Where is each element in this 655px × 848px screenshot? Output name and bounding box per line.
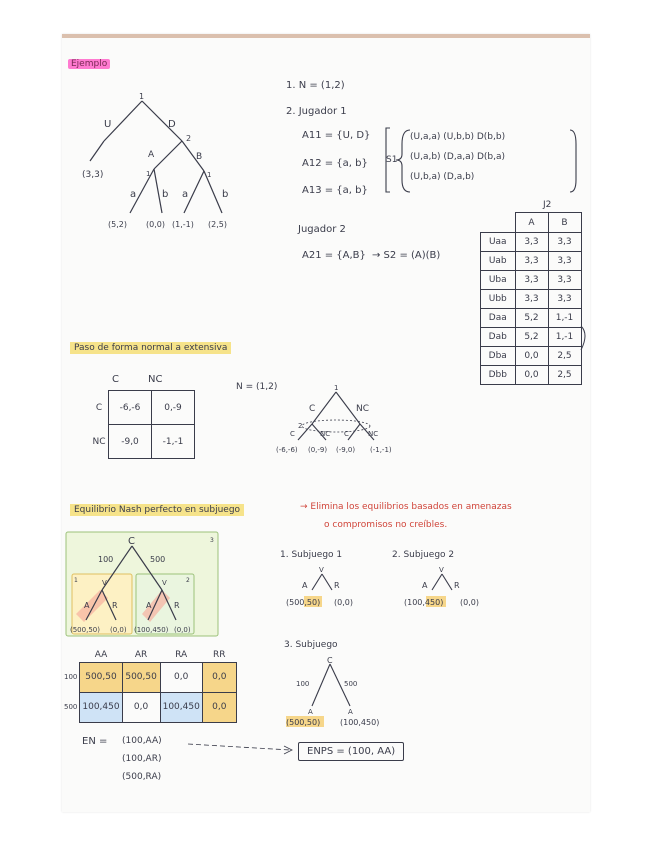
- node-p2: 2: [298, 422, 303, 430]
- note-line-2: o compromisos no creíbles.: [324, 520, 448, 530]
- row-label: Dba: [481, 347, 516, 366]
- label-rb: b: [222, 189, 229, 200]
- cell: 5,2: [515, 309, 548, 328]
- label-lb: b: [162, 189, 169, 200]
- s1-row-3: (U,b,a) (D,a,b): [410, 172, 475, 182]
- node-v2: V: [162, 579, 167, 587]
- cell: 0,-9: [152, 391, 195, 425]
- j2-label: J2: [543, 200, 552, 210]
- enps-box: ENPS = (100, AA): [298, 742, 404, 761]
- cell: 0,0: [160, 662, 202, 692]
- payoff-3: (1,-1): [172, 220, 194, 229]
- jugador2-title: Jugador 2: [298, 224, 346, 235]
- label-a2: A: [348, 708, 353, 716]
- cell: 3,3: [548, 252, 581, 271]
- label-500: 500: [344, 680, 358, 688]
- page-top-edge: [62, 34, 590, 38]
- cell: 100,450: [80, 692, 122, 722]
- label-ra: a: [182, 189, 189, 200]
- n-line-1: 1. N = (1,2): [286, 80, 345, 91]
- payoff-2: (0,0): [110, 626, 127, 634]
- col-rr: RR: [213, 649, 226, 660]
- row-label: Dbb: [481, 366, 516, 385]
- payoff-a: (500,50): [286, 598, 321, 607]
- branch-lb: [154, 169, 162, 213]
- col-ar: AR: [134, 649, 148, 660]
- n-line-2: N = (1,2): [236, 382, 278, 392]
- label-rnc: NC: [368, 430, 379, 438]
- subgame-1-tree: [284, 564, 374, 614]
- sub3-title: 3. Subjuego: [284, 640, 338, 650]
- payoff-r: (0,0): [334, 598, 353, 607]
- branch-u-tail: [90, 141, 104, 161]
- label-u: U: [104, 119, 112, 130]
- a13: A13 = {a, b}: [302, 185, 368, 196]
- en-item-3: (500,RA): [122, 772, 162, 782]
- col-aa: AA: [94, 649, 108, 660]
- payoff-3: (100,450): [134, 626, 169, 634]
- jugador1-title: 2. Jugador 1: [286, 106, 347, 117]
- label-rc: C: [344, 430, 349, 438]
- cell: -6,-6: [109, 391, 152, 425]
- label-lnc: NC: [320, 430, 331, 438]
- label-nc: NC: [356, 404, 370, 414]
- node-c: C: [327, 656, 333, 665]
- info-set: [302, 420, 370, 432]
- s1-row-1: (U,a,a) (U,b,b) D(b,b): [410, 132, 506, 142]
- branch-d: [142, 101, 182, 141]
- payoff-1: (500,50): [70, 626, 100, 634]
- s1-label: S1: [386, 155, 398, 165]
- cell: 0,0: [202, 662, 236, 692]
- label-a2: A: [146, 601, 152, 610]
- cell: 3,3: [515, 252, 548, 271]
- payoff-u: (3,3): [82, 170, 104, 180]
- node-p1: 1: [139, 92, 145, 101]
- strategy-matrix: [480, 212, 582, 385]
- row-label: Uab: [481, 252, 516, 271]
- payoff-4: (2,5): [208, 220, 227, 229]
- label-500: 500: [150, 555, 166, 564]
- subgame-2-tree: [402, 564, 502, 614]
- node-p2: 2: [186, 134, 192, 143]
- sub2-title: 2. Subjuego 2: [392, 550, 455, 560]
- payoff-3: (-9,0): [336, 446, 356, 454]
- col-c: C: [112, 374, 119, 385]
- label-r: R: [334, 581, 340, 590]
- cell: 3,3: [548, 271, 581, 290]
- cell: 5,2: [515, 328, 548, 347]
- label-a: A: [302, 581, 308, 590]
- en-label: EN =: [82, 736, 108, 747]
- label-r2: R: [174, 601, 180, 610]
- en-item-2: (100,AR): [122, 754, 162, 764]
- s1-row-2: (U,a,b) (D,a,a) D(b,a): [410, 152, 506, 162]
- row-label: Dab: [481, 328, 516, 347]
- cell: 3,3: [515, 271, 548, 290]
- node-c: C: [128, 536, 135, 547]
- a12: A12 = {a, b}: [302, 158, 368, 169]
- row-500: 500: [64, 703, 78, 711]
- cell: 500,50: [80, 662, 122, 692]
- label-b: B: [196, 152, 203, 162]
- cell: 3,3: [548, 290, 581, 309]
- row-100: 100: [64, 673, 78, 681]
- col-nc: NC: [148, 374, 163, 385]
- cell: 1,-1: [548, 328, 581, 347]
- cell: 1,-1: [548, 309, 581, 328]
- notebook-page: [62, 34, 590, 812]
- ejemplo-label: Ejemplo: [68, 59, 110, 69]
- label-a: A: [84, 601, 90, 610]
- cell: 0,0: [202, 692, 236, 722]
- box-label-3: 3: [210, 537, 214, 544]
- label-d: D: [168, 119, 176, 130]
- cell: 0,0: [122, 692, 160, 722]
- subgame-3-tree: [284, 656, 404, 728]
- label-r: R: [454, 581, 460, 590]
- row-label: Uba: [481, 271, 516, 290]
- row-label-c: C: [95, 402, 103, 413]
- ens-table: [62, 648, 237, 723]
- cell: 3,3: [515, 290, 548, 309]
- branch-a: [154, 141, 182, 169]
- payoff-1: (5,2): [108, 220, 127, 229]
- node-1-left: 1: [146, 170, 151, 178]
- node-1-right: 1: [207, 171, 212, 179]
- node-v: V: [439, 566, 444, 574]
- a21: A21 = {A,B}: [302, 250, 366, 261]
- col-a: A: [515, 213, 548, 233]
- label-la: a: [130, 189, 137, 200]
- node-v: V: [102, 579, 107, 587]
- section2-label: Paso de forma normal a extensiva: [70, 342, 231, 354]
- payoff-2: (0,0): [146, 220, 165, 229]
- cell: 3,3: [548, 233, 581, 252]
- box-label-2: 2: [186, 577, 190, 584]
- payoff-2: (100,450): [340, 718, 380, 727]
- node-p1: 1: [334, 384, 339, 392]
- label-r: R: [112, 601, 118, 610]
- sub1-title: 1. Subjuego 1: [280, 550, 343, 560]
- en-item-1: (100,AA): [122, 736, 162, 746]
- payoff-4: (0,0): [174, 626, 191, 634]
- col-ra: RA: [175, 649, 188, 660]
- note-line-1: → Elimina los equilibrios basados en amenazas: [300, 502, 512, 512]
- box-label-1: 1: [74, 577, 78, 584]
- cell: 0,0: [515, 347, 548, 366]
- game-tree-3: [62, 530, 222, 640]
- a11: A11 = {U, D}: [302, 130, 371, 141]
- label-100: 100: [98, 555, 114, 564]
- game-tree-2: [276, 384, 426, 464]
- payoff-1: (-6,-6): [276, 446, 298, 454]
- label-100: 100: [296, 680, 310, 688]
- cell: -1,-1: [152, 425, 195, 459]
- label-a1: A: [308, 708, 313, 716]
- col-b: B: [548, 213, 581, 233]
- node-v: V: [319, 566, 324, 574]
- payoff-r: (0,0): [460, 598, 479, 607]
- payoff-2: (0,-9): [308, 446, 328, 454]
- payoff-4: (-1,-1): [370, 446, 392, 454]
- row-label: Ubb: [481, 290, 516, 309]
- cell: 3,3: [515, 233, 548, 252]
- game-tree-1: [82, 89, 272, 259]
- label-lc: C: [290, 430, 295, 438]
- cell: 0,0: [515, 366, 548, 385]
- payoff-a: (100,450): [404, 598, 444, 607]
- matrix-arrow: [580, 324, 590, 354]
- en-arrow: [186, 738, 296, 758]
- cell: 2,5: [548, 366, 581, 385]
- cell: -9,0: [109, 425, 152, 459]
- section3-label: Equilibrio Nash perfecto en subjuego: [70, 504, 244, 516]
- label-a: A: [422, 581, 428, 590]
- label-c: C: [309, 404, 316, 414]
- cell: 2,5: [548, 347, 581, 366]
- s2: → S2 = (A)(B): [372, 250, 441, 261]
- row-label: Uaa: [481, 233, 516, 252]
- payoff-1: (500,50): [286, 718, 321, 727]
- row-label-nc: NC: [92, 436, 106, 447]
- normal-form-matrix: [90, 390, 195, 459]
- label-a: A: [148, 150, 155, 160]
- row-label: Daa: [481, 309, 516, 328]
- cell: 500,50: [122, 662, 160, 692]
- cell: 100,450: [160, 692, 202, 722]
